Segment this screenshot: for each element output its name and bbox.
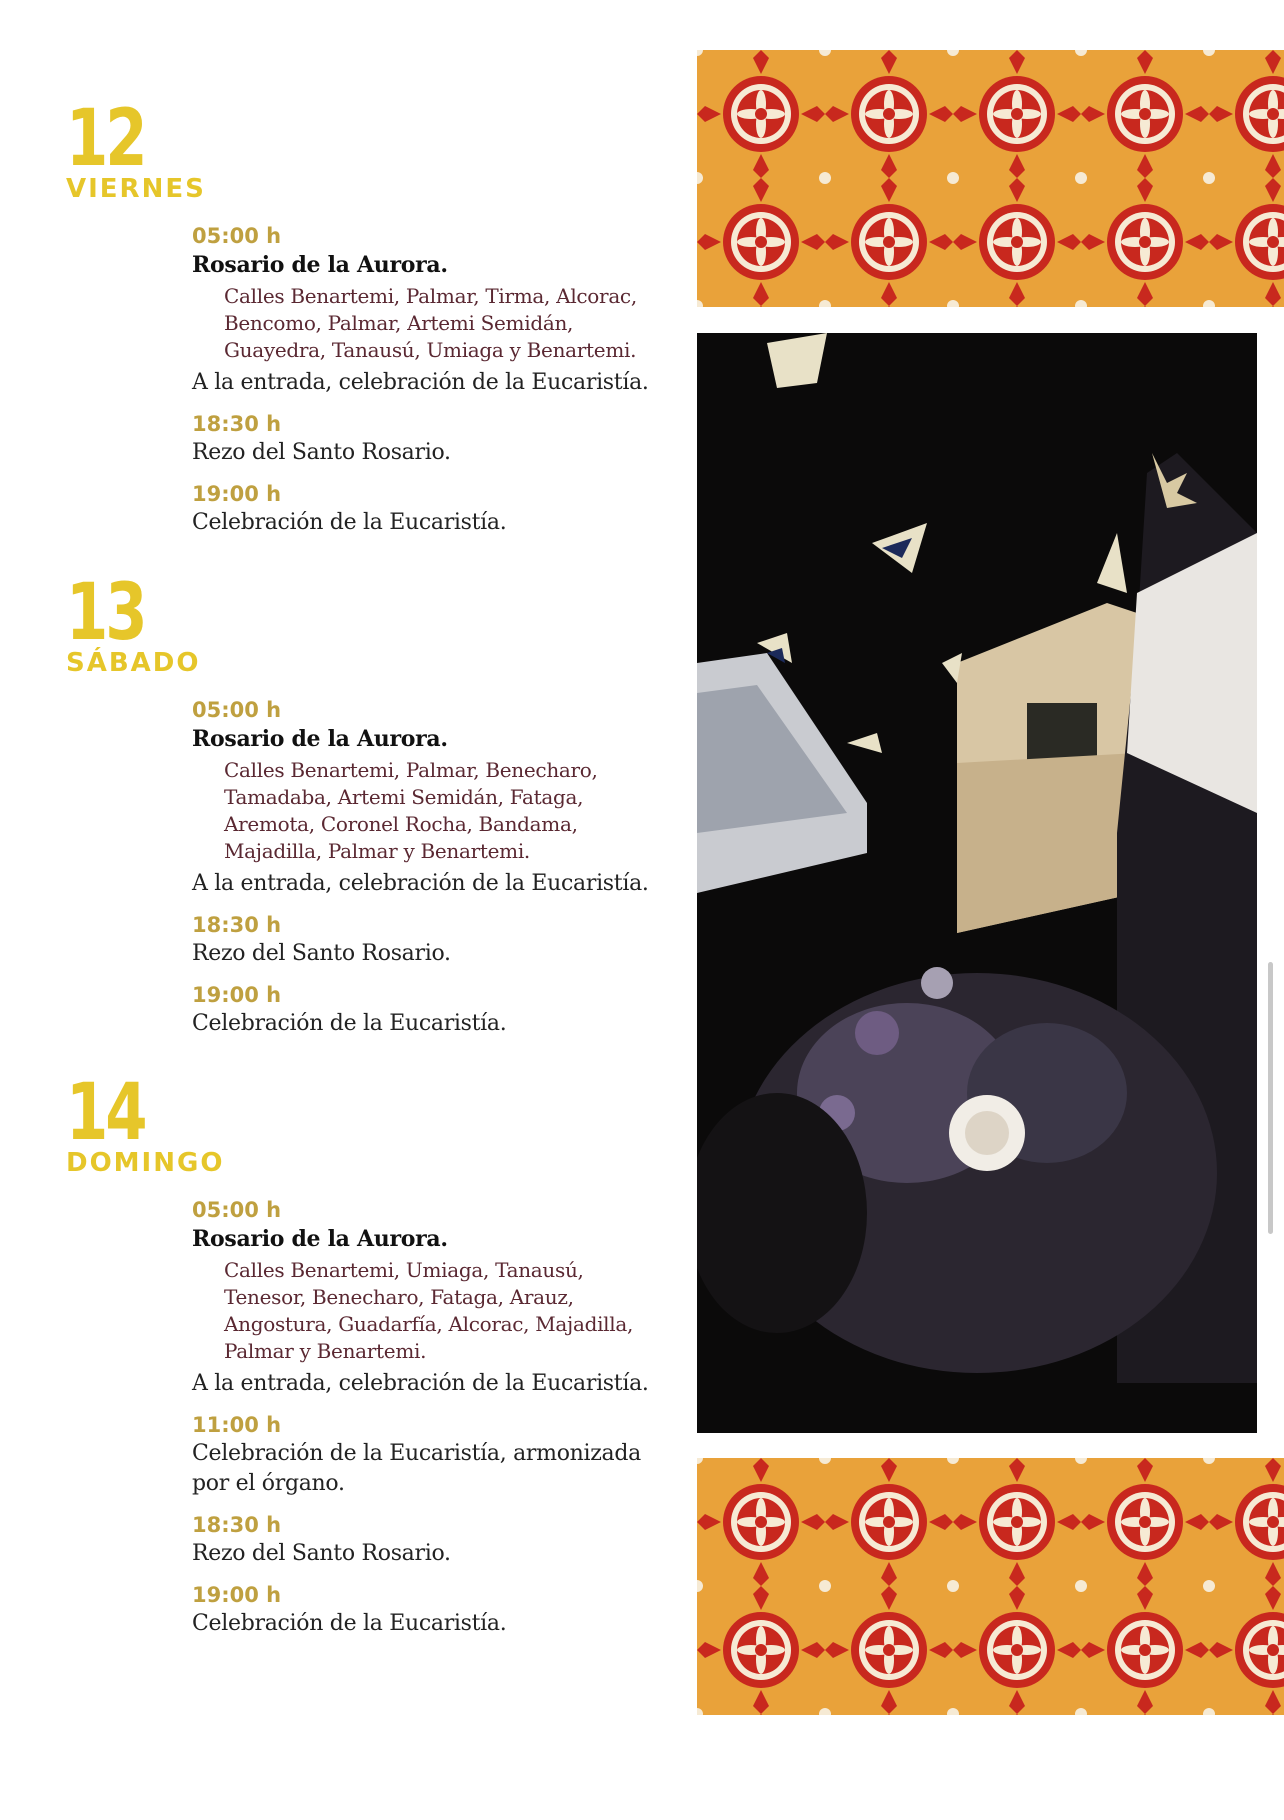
day-schedule-12 <box>192 222 672 538</box>
route-line: Palmar y Benartemi. <box>224 1339 427 1363</box>
day-number: 14 <box>66 1068 145 1158</box>
route-line: Tenesor, Benecharo, Fataga, Arauz, <box>224 1285 574 1309</box>
event-route <box>192 283 672 364</box>
tile-pattern-bottom <box>697 1458 1284 1715</box>
event-time: 19:00 h <box>192 1583 282 1607</box>
day-schedule-13 <box>192 696 672 1039</box>
event-note: A la entrada, celebración de la Eucaristía. <box>192 370 649 395</box>
route-line: Tamadaba, Artemi Semidán, Fataga, <box>224 785 584 809</box>
event-description: Rezo del Santo Rosario. <box>192 1541 451 1566</box>
event-description: Celebración de la Eucaristía. <box>192 1011 507 1036</box>
day-number: 13 <box>66 568 145 658</box>
event-time: 05:00 h <box>192 698 282 722</box>
scrollbar[interactable] <box>1268 962 1273 1234</box>
route-line: Calles Benartemi, Palmar, Benecharo, <box>224 758 598 782</box>
day-name: SÁBADO <box>66 648 201 678</box>
event-description: Celebración de la Eucaristía. <box>192 1611 507 1636</box>
event-time: 18:30 h <box>192 412 282 436</box>
day-schedule-14 <box>192 1196 672 1639</box>
day-header-13 <box>66 568 201 678</box>
procession-photo-illustration <box>697 333 1257 1433</box>
route-line: Aremota, Coronel Rocha, Bandama, <box>224 812 578 836</box>
event-route <box>192 757 672 865</box>
event-description: Celebración de la Eucaristía. <box>192 510 507 535</box>
tile-pattern-svg <box>697 1458 1284 1715</box>
route-line: Majadilla, Palmar y Benartemi. <box>224 839 530 863</box>
event-note: A la entrada, celebración de la Eucaristía. <box>192 871 649 896</box>
event-description: por el órgano. <box>192 1471 345 1496</box>
event-description: Celebración de la Eucaristía, armonizada <box>192 1441 641 1466</box>
event-time: 05:00 h <box>192 1198 282 1222</box>
route-line: Bencomo, Palmar, Artemi Semidán, <box>224 311 574 335</box>
event-time: 05:00 h <box>192 224 282 248</box>
route-line: Calles Benartemi, Umiaga, Tanausú, <box>224 1258 584 1282</box>
event-title: Rosario de la Aurora. <box>192 1226 448 1252</box>
event-time: 19:00 h <box>192 482 282 506</box>
event-title: Rosario de la Aurora. <box>192 726 448 752</box>
route-line: Guayedra, Tanausú, Umiaga y Benartemi. <box>224 338 637 362</box>
procession-photo <box>697 333 1257 1433</box>
event-title: Rosario de la Aurora. <box>192 252 448 278</box>
day-header-12 <box>66 94 206 204</box>
tile-pattern-top <box>697 50 1284 307</box>
event-description: Rezo del Santo Rosario. <box>192 440 451 465</box>
event-time: 19:00 h <box>192 983 282 1007</box>
event-description: Rezo del Santo Rosario. <box>192 941 451 966</box>
day-name: VIERNES <box>66 174 206 204</box>
route-line: Calles Benartemi, Palmar, Tirma, Alcorac, <box>224 284 637 308</box>
day-number: 12 <box>66 94 145 184</box>
event-time: 18:30 h <box>192 1513 282 1537</box>
event-time: 11:00 h <box>192 1413 282 1437</box>
event-note: A la entrada, celebración de la Eucaristía. <box>192 1371 649 1396</box>
event-route <box>192 1257 672 1365</box>
day-name: DOMINGO <box>66 1148 225 1178</box>
day-header-14 <box>66 1068 225 1178</box>
tile-pattern-svg <box>697 50 1284 307</box>
route-line: Angostura, Guadarfía, Alcorac, Majadilla, <box>224 1312 634 1336</box>
event-time: 18:30 h <box>192 913 282 937</box>
